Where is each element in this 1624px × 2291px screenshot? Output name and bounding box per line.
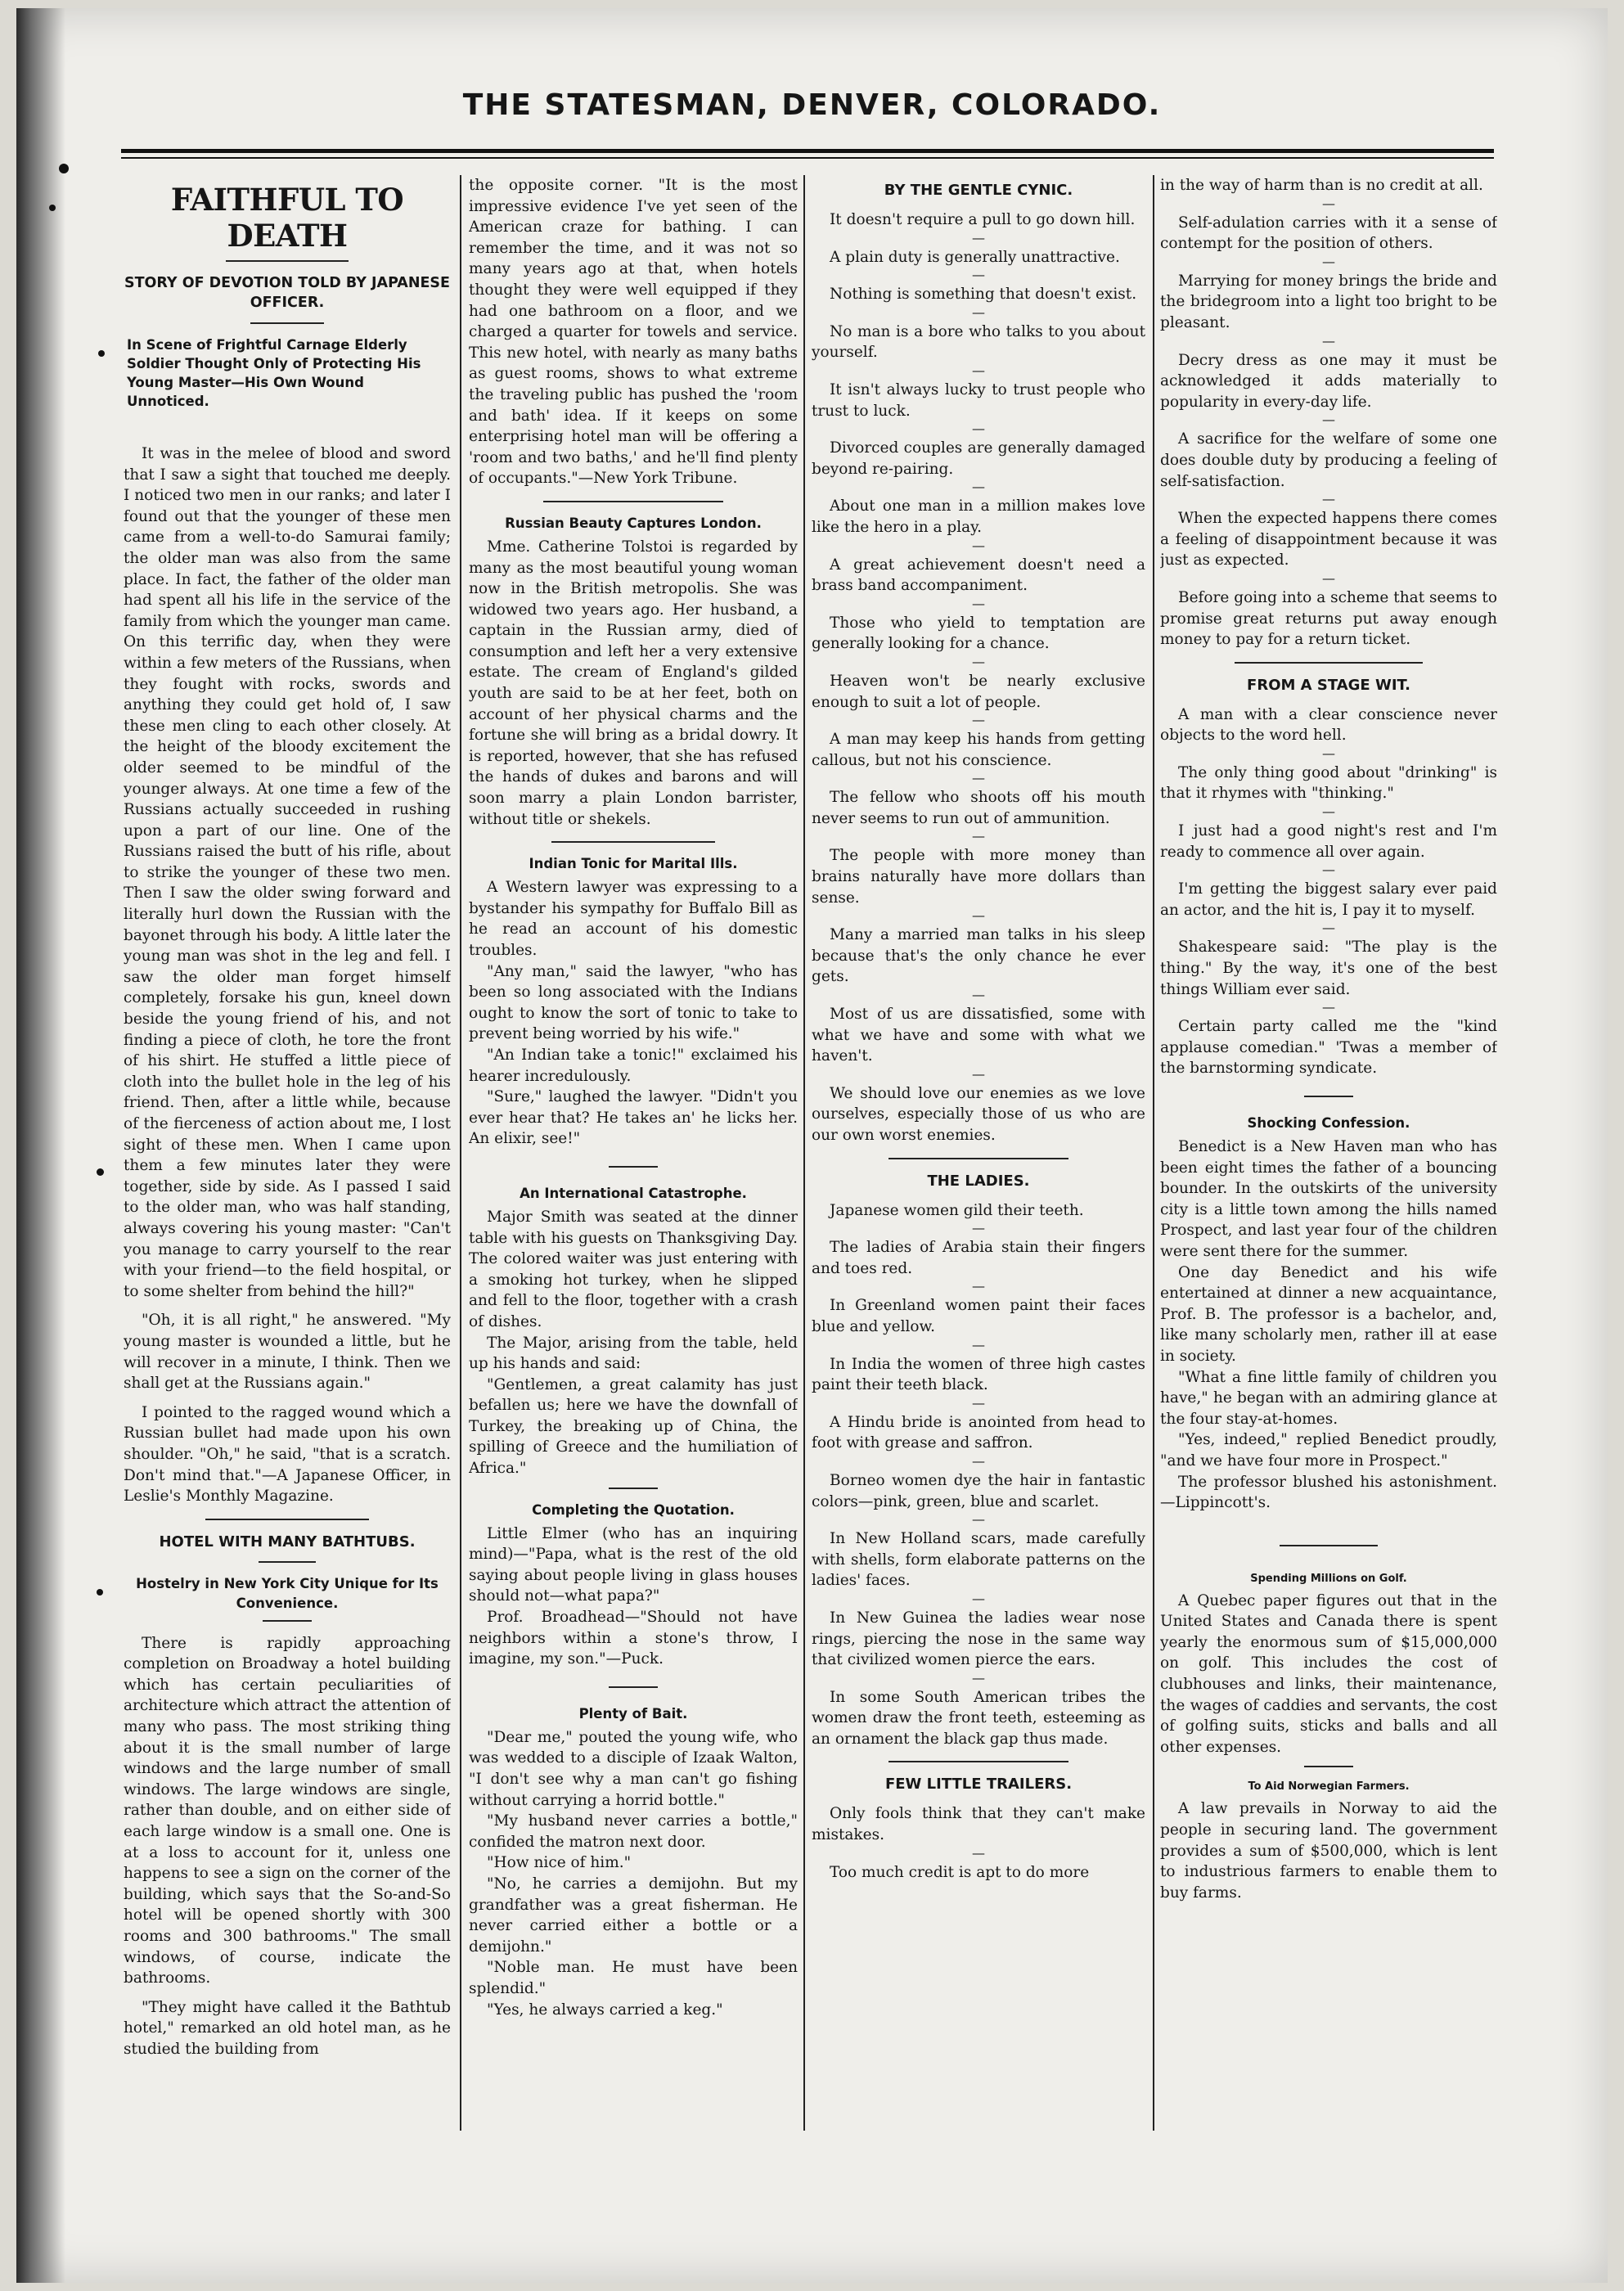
dash-separator: — [972,1511,985,1528]
joke-item: In Greenland women paint their faces blue and yellow. [812,1297,1145,1335]
joke-item: A great achievement doesn't need a brass band accompaniment. [812,556,1145,595]
joke-item: in the way of harm than is no credit at all. [1160,177,1483,194]
article-paragraph: The professor blushed his astonishment.—Lippincott's. [1160,1473,1497,1512]
dash-separator: — [972,229,985,245]
article-paragraph: A Quebec paper figures out that in the United States and Canada there is spent yearly the enormous sum of $15,000,000 on golf. This includes the cost of clubhouses and links, their maintenance, the wages of caddies and servants, the cost of golfing suits, sticks and balls and all other expenses. [1160,1591,1497,1756]
dash-separator: — [1322,862,1335,878]
item-headline: Plenty of Bait. [578,1705,688,1722]
joke-item: A plain duty is generally unattractive. [830,248,1120,266]
dash-separator: — [972,1336,985,1353]
dash-separator: — [972,1669,985,1686]
joke-item: Certain party called me the "kind applause comedian." 'Twas a member of the barnstorming syndicate. [1160,1018,1497,1078]
joke-item: The only thing good about "drinking" is that it rhymes with "thinking." [1160,763,1497,803]
article-paragraph: One day Benedict and his wife entertained at dinner a new acquaintance, Prof. B. The professor is a bachelor, and, like many scholarly men, rather ill at ease in society. [1160,1263,1497,1365]
section-rule [609,1686,658,1688]
section-rule [888,1158,1068,1159]
joke-item: No man is a bore who talks to you about yourself. [812,322,1145,362]
dash-separator: — [1322,920,1335,936]
masthead: THE STATESMAN, DENVER, COLORADO. [462,88,1162,122]
dash-separator: — [972,421,985,437]
article-paragraph: The Major, arising from the table, held up his hands and said: [469,1334,798,1373]
section-rule [263,1620,312,1622]
joke-item: In New Holland scars, made carefully with shells, form elaborate patterns on the ladies' faces. [812,1530,1145,1590]
article-paragraph: "No, he carries a demijohn. But my grandfather was a great fisherman. He never carried either a bottle or a demijohn." [469,1875,798,1956]
dash-separator: — [972,770,985,786]
article-paragraph: Prof. Broadhead—"Should not have neighbors within a stone's throw, I imagine, my son."—Puck. [469,1609,798,1668]
dash-separator: — [1322,803,1335,820]
article-paragraph: Little Elmer (who has an inquiring mind)—"Papa, what is the rest of the old saying about people living in glass houses should not—what papa?" [469,1524,798,1605]
dash-separator: — [972,1065,985,1082]
article-paragraph: "Yes, he always carried a keg." [487,2001,723,2019]
section-rule [888,1761,1068,1762]
joke-item: Japanese women gild their teeth. [830,1201,1084,1219]
joke-item: Divorced couples are generally damaged beyond re-pairing. [812,439,1145,478]
article-paragraph: "Yes, indeed," replied Benedict proudly, "and we have four more in Prospect." [1160,1431,1497,1470]
joke-item: It doesn't require a pull to go down hill. [830,211,1136,228]
joke-item: Many a married man talks in his sleep because that's the only chance he ever gets. [812,926,1145,986]
article-paragraph: "They might have called it the Bathtub hotel," remarked an old hotel man, as he studied the building from [124,1998,451,2058]
joke-item: Only fools think that they can't make mistakes. [812,1805,1145,1844]
dash-separator: — [972,1590,985,1606]
joke-item: A sacrifice for the welfare of some one does double duty by producing a feeling of self-satisfaction. [1160,430,1497,490]
joke-item: Decry dress as one may it must be acknowledged it adds materially to popularity in every-day life. [1160,351,1497,411]
dash-separator: — [972,987,985,1003]
article-paragraph: "Noble man. He must have been splendid." [469,1959,798,1997]
article-paragraph: "Dear me," pouted the young wife, who was wedded to a disciple of Izaak Walton, "I don't see why a man can't go fishing without carrying a horrid bottle." [469,1728,798,1809]
dash-separator: — [1322,412,1335,428]
punch-hole-mark [49,205,56,211]
section-headline: HOTEL WITH MANY BATHTUBS. [159,1533,416,1551]
joke-item: I just had a good night's rest and I'm ready to commence all over again. [1160,822,1497,861]
joke-item: It isn't always lucky to trust people who trust to luck. [812,380,1145,420]
subhead-rule [250,322,324,324]
item-headline: Indian Tonic for Marital Ills. [529,856,738,872]
article-paragraph: There is rapidly approaching completion on Broadway a hotel building which has certain peculiarities of architecture which attract the attention of many who pass. The most striking thing about it is the small number of large windows and the large number of small windows. The large windows are single, rather than double, and on either side of each large window is a small one. One is at a loss to account for it, unless one happens to see a sign on the corner of the building, which says that the So-and-So hotel will be opened shortly with 300 rooms and 300 bathrooms." The small windows, of course, indicate the bathrooms. [124,1634,451,1987]
section-rule [205,1519,369,1520]
item-headline: Russian Beauty Captures London. [505,515,762,531]
section-rule [1304,1766,1353,1767]
joke-item: A man may keep his hands from getting callous, but not his conscience. [812,731,1145,769]
joke-item: Most of us are dissatisfied, some with what we have and some with what we haven't. [812,1006,1145,1065]
joke-item: Those who yield to temptation are generally looking for a chance. [812,614,1145,653]
joke-item: In New Guinea the ladies wear nose rings, piercing the nose in the same way that civilized women pierce the ears. [812,1609,1145,1669]
article-paragraph: Benedict is a New Haven man who has been eight times the father of a bouncing bounder. In the outskirts of the university city is a little town among the hills named Prospect, and last year four of the children were sent there for the summer. [1160,1138,1497,1260]
item-headline: An International Catastrophe. [520,1185,747,1201]
joke-item: Heaven won't be nearly exclusive enough to suit a lot of people. [812,672,1145,711]
item-headline: Spending Millions on Golf. [1250,1572,1407,1585]
section-rule [609,1488,658,1489]
dash-separator: — [1322,195,1335,211]
article-paragraph: I pointed to the ragged wound which a Russian bullet had made upon his own shoulder. "Oh," he said, "that is a scratch. Don't mind that."—A Japanese Officer, in Leslie's Monthly Magazine. [124,1403,451,1506]
deck: In Scene of Frightful Carnage Elderly Soldier Thought Only of Protecting His Young Master—His Own Wound Unnoticed. [127,337,421,409]
column-4 [1160,175,1497,2131]
joke-item: The fellow who shoots off his mouth never seems to run out of ammunition. [812,789,1145,827]
article-paragraph: the opposite corner. "It is the most impressive evidence I've yet seen of the American craze for bathing. I can remember the time, and it was not so many years ago at that, when hotels thought they were well equipped if they had one bathroom on a floor, and we charged a quarter for towels and service. This new hotel, with nearly as many baths as guest rooms, shows to what extreme the traveling public has pushed the 'room and bath' idea. If it keeps on some enterprising hotel man will be offering a 'room and two baths,' and he'll find plenty of occupants."—New York Tribune. [469,177,798,488]
dash-separator: — [972,1220,985,1236]
section-headline: THE LADIES. [927,1172,1030,1190]
joke-item: Too much credit is apt to do more [830,1863,1090,1881]
punch-hole-mark [59,164,69,173]
dash-separator: — [1322,332,1335,349]
joke-item: A Hindu bride is anointed from head to foot with grease and saffron. [812,1413,1145,1452]
dash-separator: — [972,653,985,669]
section-rule [1235,662,1423,664]
joke-item: The ladies of Arabia stain their fingers and toes red. [812,1239,1145,1277]
dash-separator: — [972,1278,985,1294]
joke-item: Self-adulation carries with it a sense of contempt for the position of others. [1160,214,1497,253]
headline: FAITHFUL TO DEATH [170,182,404,254]
joke-item: Nothing is something that doesn't exist. [830,286,1137,304]
article-paragraph: "How nice of him." [487,1854,632,1872]
joke-item: Borneo women dye the hair in fantastic colors—pink, green, blue and scarlet. [812,1471,1145,1510]
joke-item: Marrying for money brings the bride and the bridegroom into a light too bright to be pleasant. [1160,272,1497,331]
section-rule [551,841,715,843]
section-rule [609,1166,658,1168]
article-paragraph: Major Smith was seated at the dinner table with his guests on Thanksgiving Day. The colored waiter was just entering with a smoking hot turkey, when he slipped and fell to the floor, together with a crash of dishes. [469,1208,798,1330]
item-headline: Shocking Confession. [1247,1115,1410,1131]
column-1 [124,175,451,2131]
joke-item: Before going into a scheme that seems to promise great returns put away enough money to pay for a return ticket. [1160,588,1497,649]
section-rule [259,1561,316,1563]
punch-hole-mark [98,350,105,357]
dash-separator: — [972,267,985,283]
dash-separator: — [972,1452,985,1469]
joke-item: In some South American tribes the women draw the front teeth, esteeming as an ornament the black gap thus made. [812,1688,1145,1748]
section-headline: BY THE GENTLE CYNIC. [884,182,1073,199]
dash-separator: — [972,537,985,553]
article-paragraph: "Oh, it is all right," he answered. "My young master is wounded a little, but he will recover in a minute, I think. Then we shall get at the Russians again." [124,1312,451,1393]
dash-separator: — [972,595,985,611]
dash-separator: — [972,1844,985,1861]
masthead-rule-thin [121,157,1494,159]
section-rule [1304,1096,1353,1097]
column-3 [812,175,1145,2131]
punch-hole-mark [97,1168,104,1176]
dash-separator: — [1322,491,1335,507]
dash-separator: — [972,479,985,495]
article-paragraph: "An Indian take a tonic!" exclaimed his hearer incredulously. [469,1046,798,1085]
article-paragraph: Mme. Catherine Tolstoi is regarded by many as the most beautiful young woman now in the British metropolis. She was widowed two years ago. Her husband, a captain in the Russian army, died of consumption and left her a very extensive estate. The cream of England's gilded youth are said to be at her feet, both on account of her physical charms and the fortune she will bring as a bridal dowry. It is reported, however, that she has refused the hands of dukes and barons and will soon marry a plain London barrister, without title or shekels. [469,538,798,828]
subheadline: STORY OF DEVOTION TOLD BY JAPANESE OFFICER. [124,275,450,311]
joke-item: Shakespeare said: "The play is the thing." By the way, it's one of the best things William ever said. [1160,938,1497,998]
column-2 [469,175,798,2131]
dash-separator: — [972,907,985,924]
dash-separator: — [972,304,985,320]
article-paragraph: "Sure," laughed the lawyer. "Didn't you ever hear that? He takes an' he licks her. An elixir, see!" [469,1088,798,1148]
dash-separator: — [1322,999,1335,1015]
dash-separator: — [972,712,985,728]
article-paragraph: A law prevails in Norway to aid the people in securing land. The government provides a sum of $500,000, which is lent to industrious farmers to enable them to buy farms. [1160,1800,1497,1902]
column-rule [803,175,805,2131]
dash-separator: — [972,1394,985,1411]
section-rule [1280,1545,1378,1546]
joke-item: In India the women of three high castes paint their teeth black. [812,1355,1145,1394]
punch-hole-mark [97,1589,103,1596]
dash-separator: — [1322,745,1335,761]
article-paragraph: "What a fine little family of children you have," he began with an admiring glance at the four stay-at-homes. [1160,1368,1497,1428]
joke-item: About one man in a million makes love like the hero in a play. [812,497,1145,536]
dash-separator: — [972,362,985,378]
newspaper-page [16,8,1608,2283]
article-paragraph: A Western lawyer was expressing to a bystander his sympathy for Buffalo Bill as he read an account of his domestic troubles. [469,879,798,959]
article-paragraph: "My husband never carries a bottle," confided the matron next door. [469,1812,798,1851]
column-rule [460,175,461,2131]
article-paragraph: "Gentlemen, a great calamity has just befallen us; here we have the downfall of Turkey, the breaking up of China, the spilling of Greece and the humiliation of Africa." [469,1375,798,1478]
item-headline: Completing the Quotation. [532,1501,735,1518]
headline-rule [226,260,349,262]
joke-item: We should love our enemies as we love ourselves, especially those of us who are our own worst enemies. [812,1084,1145,1144]
dash-separator: — [1322,569,1335,586]
masthead-rule [121,149,1494,153]
article-paragraph: "Any man," said the lawyer, "who has been so long associated with the Indians ought to know the sort of tonic to take to prevent being worried by his wife." [469,962,798,1043]
item-headline: To Aid Norwegian Farmers. [1248,1780,1410,1794]
section-deck: Hostelry in New York City Unique for Its Convenience. [136,1575,439,1611]
column-rule [1153,175,1154,2131]
section-headline: FEW LITTLE TRAILERS. [884,1776,1073,1794]
joke-item: A man with a clear conscience never objects to the word hell. [1160,705,1497,745]
article-paragraph: It was in the melee of blood and sword that I saw a sight that touched me deeply. I noticed two men in our ranks; and later I found out that the younger of these men came from a well-to-do Samurai family; the older man was also from the same place. In fact, the father of the older man had spent all his life in the service of the family from which the younger man came. On this terrific day, when they were within a few meters of the Russians, when they fought with rocks, swords and anything they could get hold of, I saw these men cling to each other closely. At the height of the bloody excitement the older seemed to be mindful of the younger always. At one time a few of the Russians actually succeeded in rushing upon a part of our line. One of the Russians raised the butt of his rifle, about to strike the younger of these two men. Then I saw the older swing forward and literally hurl down the Russian with the bayonet through his body. A little later the young man was shot in the leg and fell. I saw the older man forget himself completely, forsake his gun, kneel down beside the young friend of his, and not finding a piece of cloth, he tore the front of his shirt. He stuffed a little piece of cloth into the bullet hole in the leg of his friend. Then, after a little while, because of the fierceness of action about me, I lost sight of these men. When I came upon them a few minutes later they were together, side by side. As I passed I said to the older man, who was half standing, always covering his young master: "Can't you manage to carry yourself to the rear with your friend—to the field hospital, or to some shelter from behind the hill?" [124,445,451,1300]
scanned-edge-shadow [16,8,65,2283]
joke-item: The people with more money than brains naturally have more dollars than sense. [812,847,1145,907]
dash-separator: — [1322,253,1335,269]
dash-separator: — [972,828,985,844]
section-headline: FROM A STAGE WIT. [1247,676,1410,694]
joke-item: I'm getting the biggest salary ever paid an actor, and the hit is, I pay it to myself. [1160,880,1497,919]
joke-item: When the expected happens there comes a feeling of disappointment because it was just as expected. [1160,510,1497,569]
section-rule [543,501,723,502]
